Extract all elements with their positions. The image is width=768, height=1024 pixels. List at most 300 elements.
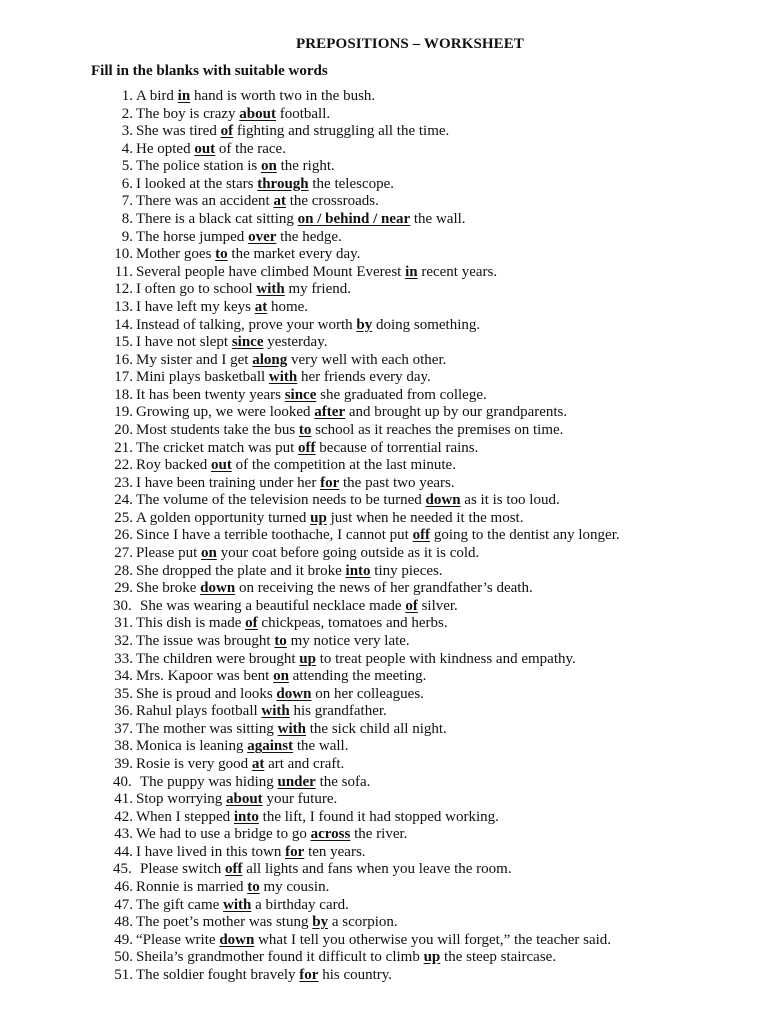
item-sentence xyxy=(136,721,447,739)
item-number: 21. xyxy=(114,439,133,456)
sentence-before: The horse jumped xyxy=(136,228,249,245)
sentence-after: yesterday. xyxy=(263,334,328,351)
item-sentence xyxy=(136,668,426,686)
list-item xyxy=(0,158,768,176)
list-item xyxy=(0,141,768,159)
item-number: 9. xyxy=(121,228,133,245)
answer-word: at xyxy=(273,193,286,210)
answer-word: about xyxy=(239,105,276,122)
item-sentence xyxy=(136,193,379,211)
answer-word: through xyxy=(257,175,309,192)
item-sentence xyxy=(136,703,387,721)
item-number: 7. xyxy=(121,193,133,210)
item-sentence xyxy=(136,756,344,774)
item-sentence xyxy=(136,844,366,862)
item-number: 42. xyxy=(114,808,133,825)
sentence-after: ten years. xyxy=(304,843,366,860)
item-sentence xyxy=(136,633,410,651)
list-item xyxy=(0,914,768,932)
sentence-after: just when he needed it the most. xyxy=(326,509,524,526)
sentence-after: all lights and fans when you leave the room. xyxy=(242,861,512,878)
sentence-before: Mother goes xyxy=(136,246,216,263)
list-item xyxy=(0,949,768,967)
answer-word: since xyxy=(231,334,264,351)
list-item xyxy=(0,123,768,141)
list-item xyxy=(0,826,768,844)
sentence-before: A golden opportunity turned xyxy=(136,509,311,526)
item-sentence xyxy=(136,281,351,299)
answer-word: on / behind / near xyxy=(297,211,411,228)
answer-word: with xyxy=(261,703,290,720)
sentence-after: a birthday card. xyxy=(251,896,349,913)
sentence-after: the sick child all night. xyxy=(306,720,447,737)
item-number: 43. xyxy=(114,826,133,843)
sentence-before: Please switch xyxy=(140,861,225,878)
list-item xyxy=(0,791,768,809)
list-item xyxy=(0,334,768,352)
sentence-before: I looked at the stars xyxy=(136,175,258,192)
item-sentence xyxy=(136,615,448,633)
list-item xyxy=(0,703,768,721)
item-number: 29. xyxy=(114,580,133,597)
answer-word: to xyxy=(274,632,287,649)
item-sentence xyxy=(136,686,424,704)
sentence-before: This dish is made xyxy=(136,615,246,632)
item-number: 36. xyxy=(114,703,133,720)
item-number: 34. xyxy=(114,668,133,685)
item-number: 1. xyxy=(121,88,133,104)
item-sentence xyxy=(136,826,407,844)
sentence-after: home. xyxy=(267,298,309,315)
sentence-before: The issue was brought xyxy=(136,632,275,649)
sentence-before: The volume of the television needs to be turned xyxy=(136,492,426,509)
item-sentence xyxy=(136,580,533,598)
sentence-after: my cousin. xyxy=(259,879,330,896)
item-sentence xyxy=(136,334,327,352)
item-sentence xyxy=(136,809,499,827)
sentence-after: doing something. xyxy=(372,316,481,333)
item-sentence xyxy=(136,457,456,475)
list-item xyxy=(0,176,768,194)
sentence-before: Growing up, we were looked xyxy=(136,404,315,421)
sentence-after: recent years. xyxy=(417,263,498,280)
sentence-after: my notice very late. xyxy=(286,632,410,649)
sentence-after: on receiving the news of her grandfather’s death. xyxy=(235,580,533,597)
answer-word: up xyxy=(423,949,441,966)
list-item xyxy=(0,844,768,862)
item-sentence xyxy=(136,651,576,669)
sentence-after: your coat before going outside as it is cold. xyxy=(216,545,480,562)
sentence-after: tiny pieces. xyxy=(370,562,443,579)
answer-word: since xyxy=(284,386,317,403)
item-sentence xyxy=(136,738,348,756)
answer-word: about xyxy=(226,791,263,808)
list-item xyxy=(0,404,768,422)
answer-word: across xyxy=(310,826,351,843)
list-item xyxy=(0,774,768,792)
answer-word: into xyxy=(233,808,259,825)
item-sentence xyxy=(136,246,360,264)
item-sentence xyxy=(136,211,466,229)
sentence-before: I often go to school xyxy=(136,281,257,298)
sentence-after: hand is worth two in the bush. xyxy=(190,88,376,104)
item-number: 24. xyxy=(114,492,133,509)
sentence-after: she graduated from college. xyxy=(316,386,487,403)
sentence-before: She is proud and looks xyxy=(136,685,277,702)
sentence-before: I have left my keys xyxy=(136,298,255,315)
item-number: 19. xyxy=(114,404,133,421)
item-sentence xyxy=(136,158,335,176)
list-item xyxy=(0,967,768,985)
list-item xyxy=(0,369,768,387)
list-item xyxy=(0,475,768,493)
item-number: 13. xyxy=(114,298,133,315)
sentence-before: Instead of talking, prove your worth xyxy=(136,316,357,333)
sentence-after: your future. xyxy=(262,791,338,808)
answer-word: on xyxy=(273,668,289,685)
answer-word: down xyxy=(219,931,255,948)
answer-word: out xyxy=(194,140,216,157)
list-item xyxy=(0,352,768,370)
item-number: 27. xyxy=(114,545,133,562)
item-number: 10. xyxy=(114,246,133,263)
sentence-before: The soldier fought bravely xyxy=(136,966,300,983)
answer-word: on xyxy=(260,158,277,175)
item-sentence xyxy=(136,527,620,545)
answer-word: for xyxy=(285,843,305,860)
answer-word: of xyxy=(245,615,258,632)
list-item xyxy=(0,897,768,915)
answer-word: by xyxy=(312,914,329,931)
sentence-before: Rosie is very good xyxy=(136,755,252,772)
sentence-before: When I stepped xyxy=(136,808,234,825)
item-sentence xyxy=(136,949,556,967)
sentence-after: his grandfather. xyxy=(289,703,387,720)
list-item xyxy=(0,668,768,686)
item-number: 51. xyxy=(114,966,133,983)
item-number: 17. xyxy=(114,369,133,386)
list-item xyxy=(0,879,768,897)
instructions: Fill in the blanks with suitable words xyxy=(91,63,328,79)
item-sentence xyxy=(136,932,611,950)
sentence-after: as it is too loud. xyxy=(460,492,560,509)
sentence-before: We had to use a bridge to go xyxy=(136,826,311,843)
answer-word: to xyxy=(215,246,228,263)
sentence-before: Sheila’s grandmother found it difficult to climb xyxy=(136,949,424,966)
sentence-after: the steep staircase. xyxy=(440,949,557,966)
sentence-before: The children were brought xyxy=(136,650,300,667)
answer-word: of xyxy=(405,597,418,614)
sentence-before: The boy is crazy xyxy=(136,105,240,122)
sentence-before: The gift came xyxy=(136,896,224,913)
sentence-before: “Please write xyxy=(136,931,220,948)
list-item xyxy=(0,106,768,124)
item-number: 26. xyxy=(114,527,133,544)
sentence-after: fighting and struggling all the time. xyxy=(233,123,450,140)
sentence-after: what I tell you otherwise you will forget,” the teacher said. xyxy=(254,931,612,948)
sentence-before: I have lived in this town xyxy=(136,843,286,860)
item-number: 46. xyxy=(114,879,133,896)
item-number: 47. xyxy=(114,896,133,913)
sentence-after: the right. xyxy=(276,158,335,175)
sentence-after: a scorpion. xyxy=(328,914,398,931)
list-item xyxy=(0,457,768,475)
item-sentence xyxy=(140,861,512,879)
sentence-after: chickpeas, tomatoes and herbs. xyxy=(257,615,448,632)
list-item xyxy=(0,440,768,458)
item-sentence xyxy=(136,387,487,405)
answer-word: out xyxy=(210,457,232,474)
item-number: 41. xyxy=(114,791,133,808)
item-sentence xyxy=(136,879,329,897)
list-item xyxy=(0,492,768,510)
item-number: 3. xyxy=(121,123,133,140)
item-number: 44. xyxy=(114,843,133,860)
item-number: 5. xyxy=(121,158,133,175)
item-number: 14. xyxy=(114,316,133,333)
item-sentence xyxy=(136,791,337,809)
item-number: 40. xyxy=(113,773,132,790)
sentence-before: There was an accident xyxy=(136,193,274,210)
item-sentence xyxy=(136,545,479,563)
item-sentence xyxy=(136,176,394,194)
sentence-after: because of torrential rains. xyxy=(315,439,479,456)
sentence-before: Since I have a terrible toothache, I cannot put xyxy=(136,527,413,544)
list-item xyxy=(0,738,768,756)
answer-word: with xyxy=(223,896,252,913)
list-item xyxy=(0,651,768,669)
sentence-after: the hedge. xyxy=(276,228,342,245)
item-number: 23. xyxy=(114,474,133,491)
sentence-before: Please put xyxy=(136,545,201,562)
sentence-after: the sofa. xyxy=(315,773,371,790)
sentence-before: My sister and I get xyxy=(136,351,253,368)
item-number: 28. xyxy=(114,562,133,579)
item-sentence xyxy=(136,967,392,985)
list-item xyxy=(0,861,768,879)
list-item xyxy=(0,229,768,247)
sentence-after: the river. xyxy=(350,826,408,843)
answer-word: into xyxy=(345,562,371,579)
answer-word: up xyxy=(310,509,327,526)
item-number: 33. xyxy=(114,650,133,667)
item-sentence xyxy=(140,774,370,792)
sentence-before: The puppy was hiding xyxy=(140,773,278,790)
item-number: 11. xyxy=(114,263,133,280)
item-sentence xyxy=(136,492,560,510)
item-sentence xyxy=(136,264,497,282)
answer-word: with xyxy=(256,281,285,298)
item-sentence xyxy=(136,317,480,335)
list-item xyxy=(0,211,768,229)
item-number: 15. xyxy=(114,334,133,351)
item-number: 32. xyxy=(114,632,133,649)
answer-word: for xyxy=(299,966,319,983)
sentence-before: She was wearing a beautiful necklace made xyxy=(140,597,406,614)
item-sentence xyxy=(136,914,398,932)
answer-word: up xyxy=(299,650,316,667)
list-item xyxy=(0,281,768,299)
item-number: 31. xyxy=(114,615,133,632)
item-number: 12. xyxy=(114,281,133,298)
sentence-after: his country. xyxy=(318,966,393,983)
sentence-after: silver. xyxy=(417,597,458,614)
item-sentence xyxy=(136,369,431,387)
item-sentence xyxy=(136,352,446,370)
item-number: 16. xyxy=(114,351,133,368)
sentence-before: A bird xyxy=(136,88,178,104)
list-item xyxy=(0,545,768,563)
sentence-before: Several people have climbed Mount Everest xyxy=(136,263,406,280)
item-sentence xyxy=(136,510,523,528)
list-item xyxy=(0,563,768,581)
answer-word: down xyxy=(200,580,236,597)
sentence-after: the market every day. xyxy=(227,246,361,263)
item-number: 35. xyxy=(114,685,133,702)
list-item xyxy=(0,809,768,827)
list-item xyxy=(0,580,768,598)
answer-word: down xyxy=(425,492,461,509)
sentence-after: the crossroads. xyxy=(285,193,379,210)
item-number: 37. xyxy=(114,720,133,737)
item-number: 4. xyxy=(121,140,133,157)
item-sentence xyxy=(136,88,375,106)
list-item xyxy=(0,527,768,545)
sentence-after: her friends every day. xyxy=(297,369,431,386)
list-item xyxy=(0,299,768,317)
item-number: 49. xyxy=(114,931,133,948)
sentence-after: going to the dentist any longer. xyxy=(430,527,620,544)
list-item xyxy=(0,633,768,651)
sentence-before: There is a black cat sitting xyxy=(136,211,298,228)
page-title: PREPOSITIONS – WORKSHEET xyxy=(295,36,524,52)
sentence-after: of the competition at the last minute. xyxy=(231,457,456,474)
item-number: 22. xyxy=(114,457,133,474)
answer-word: at xyxy=(254,298,268,315)
item-number: 45. xyxy=(113,861,132,878)
sentence-before: I have been training under her xyxy=(136,474,321,491)
item-number: 25. xyxy=(114,509,133,526)
answer-word: to xyxy=(298,421,312,438)
sentence-after: of the race. xyxy=(215,140,286,157)
answer-word: off xyxy=(298,439,316,456)
sentence-before: Roy backed xyxy=(136,457,211,474)
sentence-before: She was tired xyxy=(136,123,221,140)
answer-word: down xyxy=(276,685,312,702)
sentence-before: Ronnie is married xyxy=(136,879,248,896)
list-item xyxy=(0,510,768,528)
sentence-after: the lift, I found it had stopped working. xyxy=(258,808,499,825)
answer-word: by xyxy=(356,316,373,333)
answer-word: in xyxy=(177,88,191,104)
sentence-before: He opted xyxy=(136,140,195,157)
list-item xyxy=(0,264,768,282)
sentence-after: the past two years. xyxy=(339,474,455,491)
answer-word: off xyxy=(412,527,431,544)
item-sentence xyxy=(136,141,286,159)
answer-word: with xyxy=(277,720,306,737)
sentence-before: It has been twenty years xyxy=(136,386,285,403)
list-item xyxy=(0,317,768,335)
sentence-after: on her colleagues. xyxy=(311,685,424,702)
list-item xyxy=(0,686,768,704)
list-item xyxy=(0,598,768,616)
sentence-after: football. xyxy=(275,105,331,122)
sentence-after: the wall. xyxy=(293,738,349,755)
question-list xyxy=(0,88,768,984)
item-number: 48. xyxy=(114,914,133,931)
answer-word: along xyxy=(252,351,288,368)
item-sentence xyxy=(136,440,478,458)
sentence-before: The mother was sitting xyxy=(136,720,278,737)
item-sentence xyxy=(140,598,458,616)
answer-word: off xyxy=(224,861,243,878)
sentence-before: Mini plays basketball xyxy=(136,369,269,386)
sentence-before: Rahul plays football xyxy=(136,703,262,720)
item-sentence xyxy=(136,897,349,915)
answer-word: to xyxy=(247,879,260,896)
item-number: 6. xyxy=(121,175,133,192)
sentence-before: I have not slept xyxy=(136,334,232,351)
sentence-before: The poet’s mother was stung xyxy=(136,914,313,931)
sentence-before: The cricket match was put xyxy=(136,439,299,456)
item-sentence xyxy=(136,123,449,141)
sentence-after: the telescope. xyxy=(308,175,395,192)
answer-word: after xyxy=(314,404,346,421)
sentence-before: Most students take the bus xyxy=(136,421,299,438)
sentence-after: my friend. xyxy=(284,281,351,298)
answer-word: on xyxy=(201,545,217,562)
item-number: 18. xyxy=(114,386,133,403)
sentence-after: and brought up by our grandparents. xyxy=(345,404,568,421)
list-item xyxy=(0,387,768,405)
sentence-before: Stop worrying xyxy=(136,791,226,808)
answer-word: of xyxy=(220,123,234,140)
item-number: 8. xyxy=(121,211,133,228)
list-item xyxy=(0,193,768,211)
item-sentence xyxy=(136,563,443,581)
list-item xyxy=(0,721,768,739)
answer-word: with xyxy=(268,369,298,386)
answer-word: over xyxy=(248,228,277,245)
item-number: 38. xyxy=(114,738,133,755)
item-sentence xyxy=(136,229,342,247)
sentence-before: She dropped the plate and it broke xyxy=(136,562,346,579)
list-item xyxy=(0,422,768,440)
item-sentence xyxy=(136,106,330,124)
list-item xyxy=(0,756,768,774)
sentence-before: The police station is xyxy=(136,158,261,175)
list-item xyxy=(0,88,768,106)
list-item xyxy=(0,932,768,950)
answer-word: for xyxy=(320,474,340,491)
item-sentence xyxy=(136,299,308,317)
sentence-before: Mrs. Kapoor was bent xyxy=(136,668,274,685)
list-item xyxy=(0,246,768,264)
sentence-after: the wall. xyxy=(410,211,466,228)
answer-word: under xyxy=(277,773,316,790)
sentence-after: very well with each other. xyxy=(287,351,447,368)
answer-word: in xyxy=(405,263,418,280)
list-item xyxy=(0,615,768,633)
sentence-after: attending the meeting. xyxy=(288,668,427,685)
sentence-before: She broke xyxy=(136,580,201,597)
item-number: 30. xyxy=(113,597,132,614)
sentence-before: Monica is leaning xyxy=(136,738,248,755)
sentence-after: art and craft. xyxy=(264,755,345,772)
answer-word: against xyxy=(247,738,294,755)
item-sentence xyxy=(136,422,563,440)
